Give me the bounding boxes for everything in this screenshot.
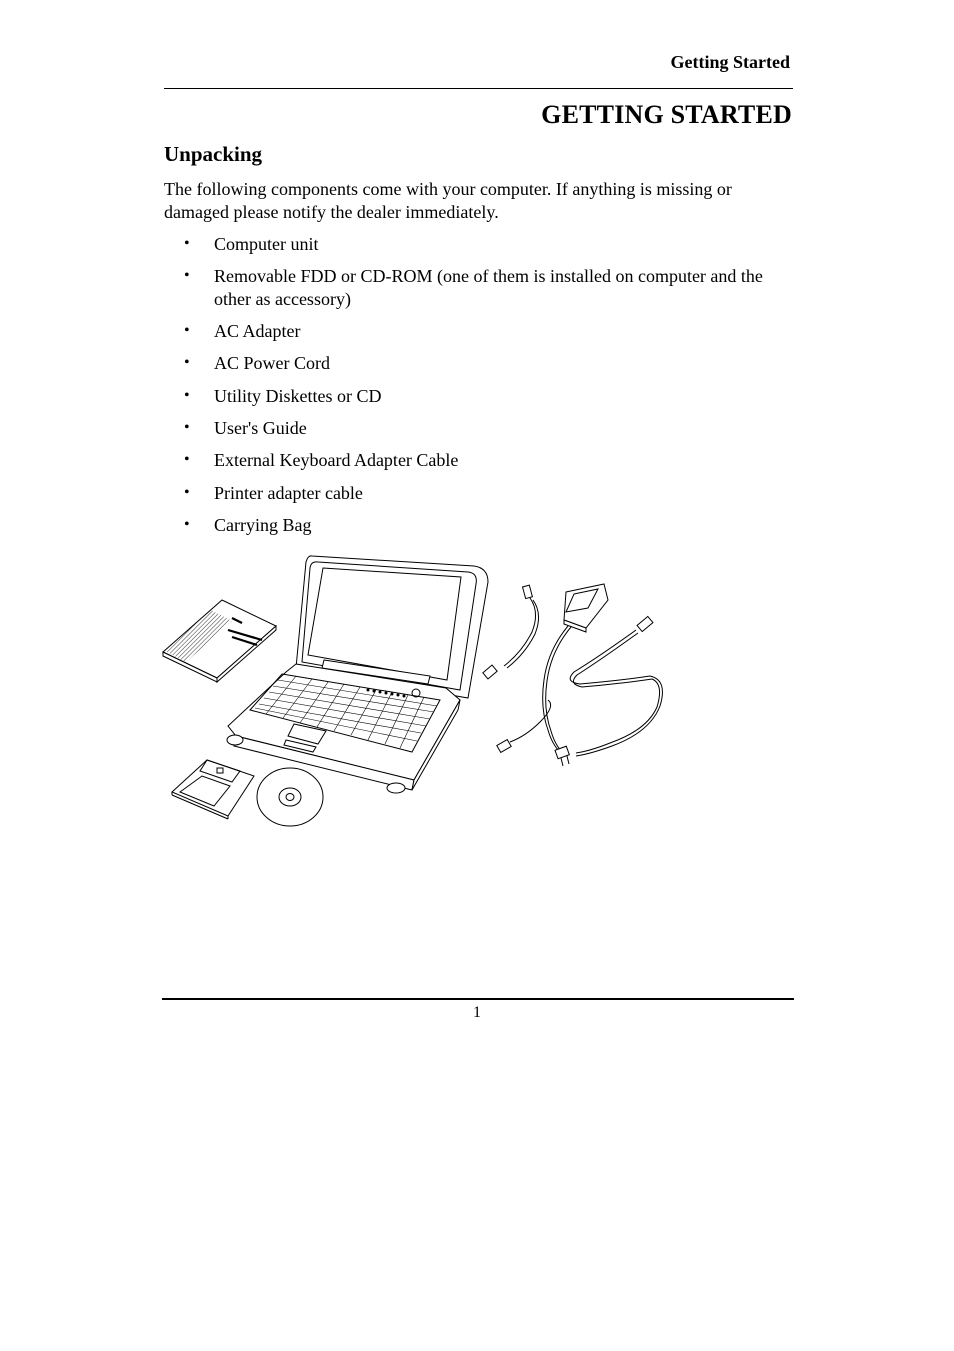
cd-disc-icon bbox=[257, 768, 323, 826]
bullet-icon: • bbox=[184, 515, 190, 533]
list-item-text: Computer unit bbox=[214, 234, 319, 254]
bullet-icon: • bbox=[184, 418, 190, 436]
bullet-icon: • bbox=[184, 386, 190, 404]
list-item-text: External Keyboard Adapter Cable bbox=[214, 450, 459, 471]
list-item bbox=[164, 233, 784, 256]
header-rule bbox=[164, 88, 793, 89]
section-title: Unpacking bbox=[164, 142, 263, 166]
list-item bbox=[164, 514, 784, 537]
list-item-text: AC Power Cord bbox=[214, 353, 330, 374]
list-item-text: Printer adapter cable bbox=[214, 482, 363, 503]
chapter-title: GETTING STARTED bbox=[541, 100, 792, 129]
list-item bbox=[164, 352, 784, 375]
package-contents-illustration bbox=[160, 548, 670, 833]
list-item bbox=[164, 449, 784, 472]
keyboard-adapter-cable-icon bbox=[483, 585, 551, 752]
footer-rule bbox=[162, 998, 794, 1000]
floppy-diskette-icon bbox=[172, 760, 254, 819]
bullet-icon: • bbox=[184, 483, 190, 501]
list-item bbox=[164, 385, 784, 408]
bullet-icon: • bbox=[184, 322, 190, 340]
running-header: Getting Started bbox=[670, 52, 790, 72]
list-item-text: Carrying Bag bbox=[214, 514, 312, 535]
page-number: 1 bbox=[473, 1004, 481, 1021]
intro-paragraph: The following components come with your computer. If anything is missing or damaged please notify the dealer immediately. bbox=[164, 179, 732, 222]
bullet-icon: • bbox=[184, 451, 190, 469]
list-item-text: Removable FDD or CD-ROM (one of them is installed on computer and the other as accessory) bbox=[214, 266, 763, 309]
list-item bbox=[164, 482, 784, 505]
notebook-computer-icon bbox=[227, 556, 488, 793]
bullet-icon: • bbox=[184, 235, 190, 252]
list-item bbox=[164, 265, 784, 310]
bullet-icon: • bbox=[184, 354, 190, 372]
ac-power-cord-icon bbox=[555, 616, 662, 766]
list-item bbox=[164, 320, 784, 343]
list-item-text: User's Guide bbox=[214, 417, 307, 438]
list-item-text: AC Adapter bbox=[214, 321, 301, 342]
ac-adapter-icon bbox=[543, 584, 608, 753]
component-list bbox=[164, 233, 784, 546]
list-item-text: Utility Diskettes or CD bbox=[214, 385, 382, 406]
user-guide-book-icon bbox=[163, 600, 276, 682]
list-item bbox=[164, 417, 784, 440]
bullet-icon: • bbox=[184, 267, 190, 285]
